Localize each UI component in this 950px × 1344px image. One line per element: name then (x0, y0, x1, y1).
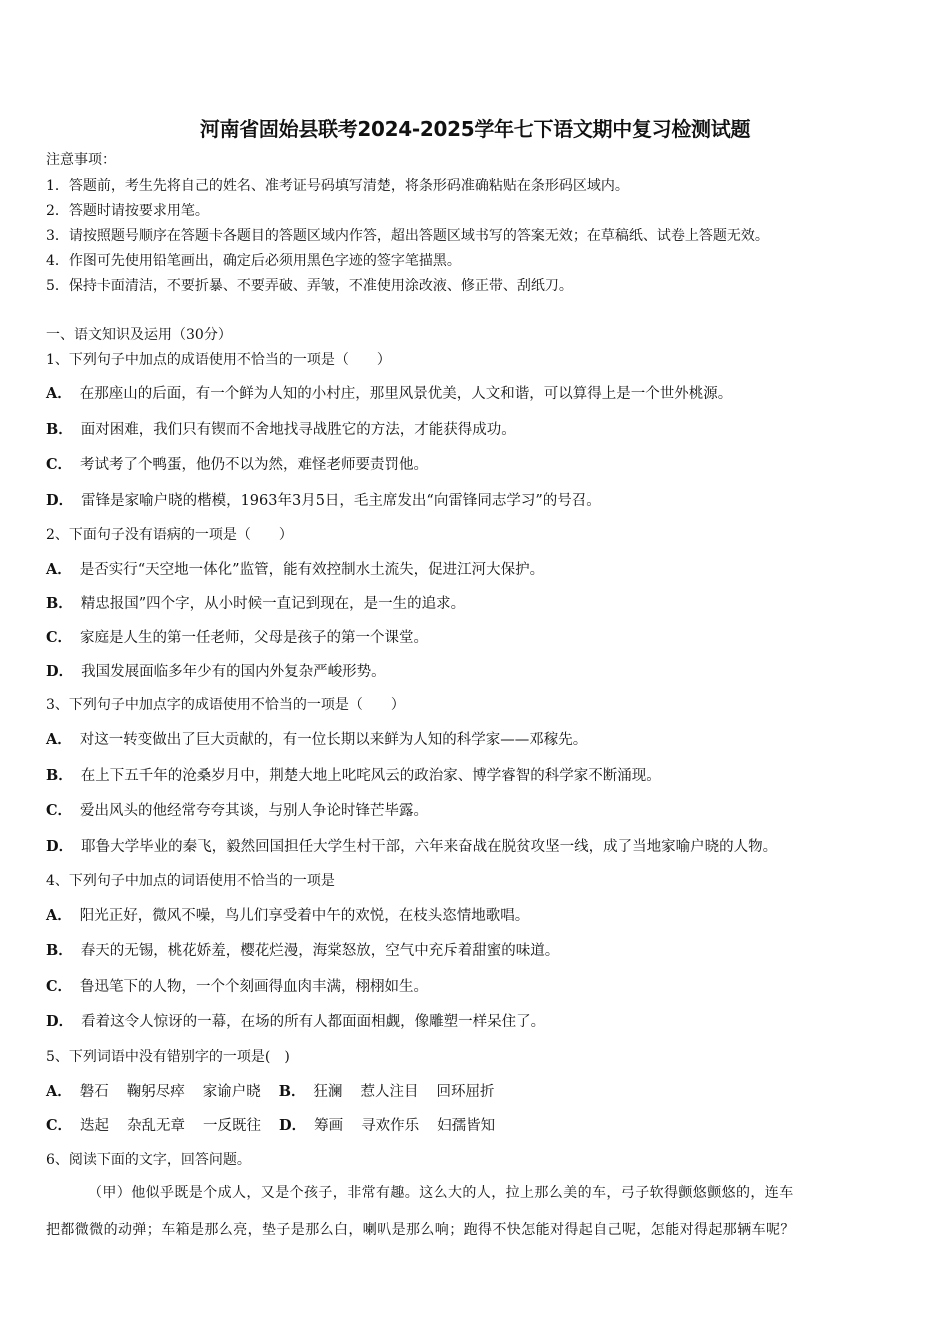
option-b (46, 942, 559, 960)
option-label: A． (46, 561, 72, 578)
option-word: 杂乱无章 (127, 1118, 186, 1134)
option-label: C． (46, 1117, 73, 1134)
option-label: A． (46, 385, 72, 402)
option-text: 鲁迅笔下的人物，一个个刻画得血肉丰满，栩栩如生。 (80, 979, 429, 995)
option-text: 在上下五千年的沧桑岁月中，荆楚大地上叱咤风云的政治家、博学睿智的科学家不断涌现。 (80, 768, 661, 784)
option-c (46, 629, 428, 647)
option-d (46, 663, 386, 681)
option-b (46, 767, 661, 785)
option-b (46, 421, 516, 439)
notice-heading: 注意事项： (46, 152, 116, 168)
option-label: C． (46, 978, 73, 995)
option-text: 春天的无锡，桃花娇羞，樱花烂漫，海棠怒放，空气中充斥着甜蜜的味道。 (80, 943, 560, 959)
option-row (46, 1083, 495, 1101)
option-word: 寻欢作乐 (361, 1118, 420, 1134)
option-word: 妇孺皆知 (437, 1118, 496, 1134)
option-label: D． (46, 663, 74, 680)
option-label: A． (46, 1083, 72, 1100)
option-word: 回环屈折 (436, 1084, 495, 1100)
option-row (46, 1117, 495, 1135)
option-text: 家庭是人生的第一任老师，父母是孩子的第一个课堂。 (80, 630, 429, 646)
option-word: 一反既往 (203, 1118, 262, 1134)
option-word: 筹画 (314, 1118, 344, 1134)
option-a (46, 561, 544, 579)
option-d (46, 492, 601, 510)
option-label: C． (46, 802, 73, 819)
option-label: B． (46, 942, 73, 959)
option-word: 家谕户晓 (202, 1084, 261, 1100)
option-text: 爱出风头的他经常夸夸其谈，与别人争论时锋芒毕露。 (80, 803, 429, 819)
section-heading: 一、语文知识及运用（30分） (46, 327, 232, 343)
option-text: 阳光正好，微风不噪，鸟儿们享受着中午的欢悦，在枝头恣情地歌唱。 (79, 908, 530, 924)
option-a (46, 731, 587, 749)
option-label: A． (46, 907, 72, 924)
option-word: 惹人注目 (360, 1084, 419, 1100)
option-text: 是否实行“天空地一体化”监管，能有效控制水土流失，促进江河大保护。 (79, 562, 545, 578)
question-stem: 4、下列句子中加点的词语使用不恰当的一项是 (46, 873, 335, 889)
option-label: A． (46, 731, 72, 748)
option-label: C． (46, 456, 73, 473)
option-label: C． (46, 629, 73, 646)
question-stem: 1、下列句子中加点的成语使用不恰当的一项是（ ） (46, 352, 391, 368)
option-label: D． (279, 1117, 307, 1134)
option-label: B． (46, 595, 73, 612)
notice-item: 3．请按照题号顺序在答题卡各题目的答题区域内作答，超出答题区域书写的答案无效；在草稿纸、试卷上答题无效。 (46, 228, 769, 244)
option-a (46, 907, 529, 925)
option-word: 迭起 (80, 1118, 110, 1134)
option-label: B． (46, 767, 73, 784)
option-word: 鞠躬尽瘁 (126, 1084, 185, 1100)
option-text: 考试考了个鸭蛋，他仍不以为然，难怪老师要责罚他。 (80, 457, 429, 473)
option-text: 雷锋是家喻户晓的楷模，1963年3月5日，毛主席发出“向雷锋同志学习”的号召。 (81, 493, 601, 509)
notice-item: 2．答题时请按要求用笔。 (46, 203, 209, 219)
option-d (46, 838, 777, 856)
question-stem: 3、下列句子中加点字的成语使用不恰当的一项是（ ） (46, 697, 405, 713)
question-stem: 6、阅读下面的文字，回答问题。 (46, 1152, 251, 1168)
option-c (46, 456, 428, 474)
option-text: 在那座山的后面，有一个鲜为人知的小村庄，那里风景优美，人文和谐，可以算得上是一个世外桃源。 (79, 386, 733, 402)
option-word: 狂澜 (313, 1084, 343, 1100)
option-label: B． (278, 1083, 306, 1100)
page-title: 河南省固始县联考2024-2025学年七下语文期中复习检测试题 (199, 117, 751, 141)
option-text: 看着这令人惊讶的一幕，在场的所有人都面面相觑，像雕塑一样呆住了。 (81, 1014, 546, 1030)
option-label: D． (46, 492, 74, 509)
notice-item: 4．作图可先使用铅笔画出，确定后必须用黑色字迹的签字笔描黑。 (46, 253, 461, 269)
question-stem: 5、下列词语中没有错别字的一项是( ) (46, 1049, 290, 1065)
question-stem: 2、下面句子没有语病的一项是（ ） (46, 527, 293, 543)
option-text: 面对困难，我们只有锲而不舍地找寻战胜它的方法，才能获得成功。 (80, 422, 516, 438)
passage-line: （甲）他似乎既是个成人，又是个孩子，非常有趣。这么大的人，拉上那么美的车，弓子软得颤悠颤悠的，连车 (88, 1185, 794, 1201)
option-label: D． (46, 1013, 74, 1030)
option-text: 耶鲁大学毕业的秦飞，毅然回国担任大学生村干部，六年来奋战在脱贫攻坚一线，成了当地家喻户晓的人物。 (81, 839, 778, 855)
option-text: 我国发展面临多年少有的国内外复杂严峻形势。 (81, 664, 386, 680)
notice-item: 1．答题前，考生先将自己的姓名、准考证号码填写清楚，将条形码准确粘贴在条形码区域内。 (46, 178, 629, 194)
option-text: 对这一转变做出了巨大贡献的，有一位长期以来鲜为人知的科学家——邓稼先。 (79, 732, 588, 748)
passage-line: 把都微微的动弹；车箱是那么亮，垫子是那么白，喇叭是那么响；跑得不快怎能对得起自己呢，怎能对得起那辆车呢？ (46, 1222, 795, 1238)
option-c (46, 978, 428, 996)
option-d (46, 1013, 545, 1031)
option-label: D． (46, 838, 74, 855)
option-word: 磐石 (79, 1084, 109, 1100)
notice-item: 5．保持卡面清洁，不要折暴、不要弄破、弄皱，不准使用涂改液、修正带、刮纸刀。 (46, 278, 573, 294)
option-b (46, 595, 465, 613)
option-label: B． (46, 421, 73, 438)
option-text: 精忠报国”四个字，从小时候一直记到现在，是一生的追求。 (80, 596, 466, 612)
option-c (46, 802, 428, 820)
option-a (46, 385, 732, 403)
